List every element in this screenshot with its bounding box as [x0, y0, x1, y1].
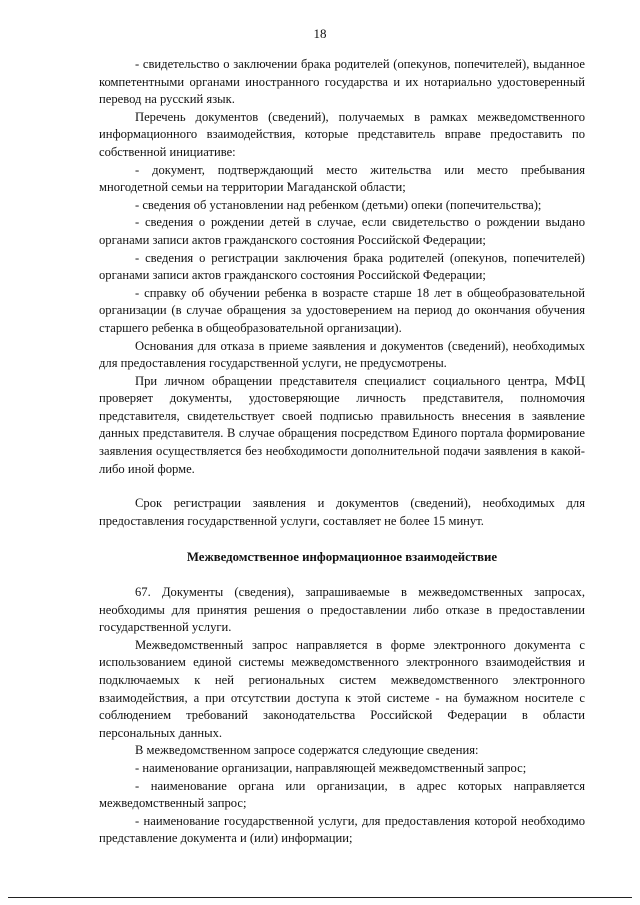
- paragraph: При личном обращении представителя специалист социального центра, МФЦ проверяет документы, удостоверяющие личность представителя, полномочия представителя, свидетельствует своей подписью правильность внесения в заявление данных представителя. В случае обращения посредством Единого портала формирование заявления осуществляется без необходимости дополнительной подачи заявления в какой-либо иной форме.: [99, 373, 585, 476]
- bottom-rule: [8, 897, 632, 898]
- page-number: 18: [313, 26, 327, 41]
- section-heading: Межведомственное информационное взаимодействие: [186, 550, 498, 565]
- paragraph: Межведомственный запрос направляется в форме электронного документа с использованием единой системы межведомственного электронного взаимодействия и подключаемых к ней региональных систем межведомственного электронного взаимодействия, а при отсутствии доступа к этой системе - на бумажном носителе с соблюдением требований законодательства Российской Федерации в области персональных данных.: [99, 637, 585, 740]
- list-item: - справку об обучении ребенка в возрасте старше 18 лет в общеобразовательной организации (в случае обращения за удостоверением на период до окончания обучения старшего ребенка в общеобразовательной организации).: [99, 285, 585, 335]
- document-body: [99, 56, 585, 848]
- paragraph: В межведомственном запросе содержатся следующие сведения:: [135, 743, 479, 758]
- paragraph: Перечень документов (сведений), получаемых в рамках межведомственного информационного взаимодействия, которые представитель вправе предоставить по собственной инициативе:: [99, 109, 585, 159]
- list-item: - наименование органа или организации, в адрес которых направляется межведомственный запрос;: [99, 778, 585, 811]
- list-item: - документ, подтверждающий место жительства или место пребывания многодетной семьи на территории Магаданской области;: [99, 162, 585, 195]
- list-item: - сведения о регистрации заключения брака родителей (опекунов, попечителей) органами записи актов гражданского состояния Российской Федерации;: [99, 250, 585, 283]
- paragraph: Срок регистрации заявления и документов (сведений), необходимых для предоставления государственной услуги, составляет не более 15 минут.: [99, 496, 585, 528]
- list-item: - наименование государственной услуги, для предоставления которой необходимо представление документа и (или) информации;: [99, 813, 585, 846]
- paragraph: - свидетельство о заключении брака родителей (опекунов, попечителей), выданное компетентными органами иностранного государства и их нотариально удостоверенный перевод на русский язык.: [99, 57, 585, 107]
- paragraph: 67. Документы (сведения), запрашиваемые в межведомственных запросах, необходимы для принятия решения о предоставлении либо отказе в предоставлении государственной услуги.: [99, 585, 585, 635]
- list-item: - наименование организации, направляющей межведомственный запрос;: [135, 760, 527, 775]
- list-item: - сведения об установлении над ребенком (детьми) опеки (попечительства);: [135, 197, 542, 212]
- paragraph: Основания для отказа в приеме заявления и документов (сведений), необходимых для предоставления государственной услуги, не предусмотрены.: [99, 338, 585, 371]
- list-item: - сведения о рождении детей в случае, если свидетельство о рождении выдано органами записи актов гражданского состояния Российской Федерации;: [99, 215, 585, 247]
